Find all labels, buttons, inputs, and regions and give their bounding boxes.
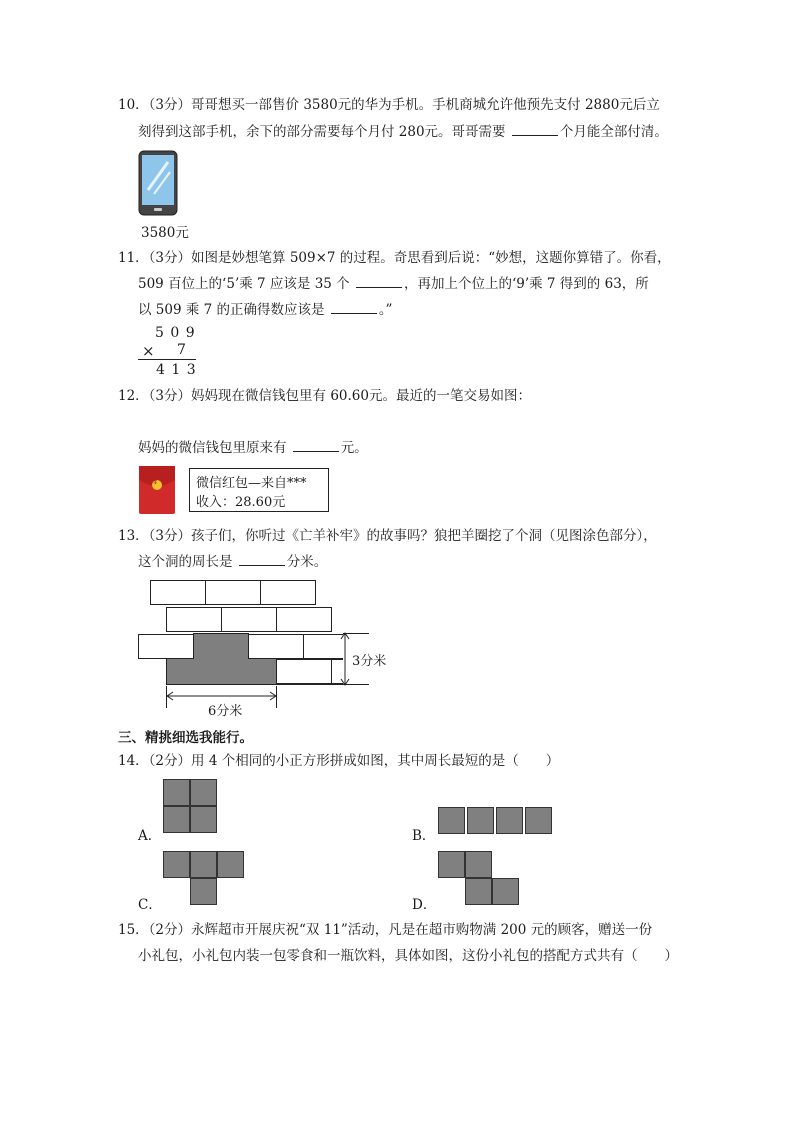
phone-price-caption: 3580元 [141, 225, 189, 241]
question-11-line-2 [138, 274, 649, 294]
phone-icon [138, 150, 178, 216]
question-number: 14．（2分） [118, 753, 192, 769]
question-12-line-1 [118, 386, 531, 406]
question-number: 10．（3分） [118, 97, 192, 113]
brick [276, 659, 332, 684]
brick [205, 580, 261, 605]
square-cell [190, 779, 217, 806]
brick [221, 607, 277, 632]
answer-blank[interactable] [512, 123, 558, 136]
option-a-label[interactable]: A． [138, 828, 162, 844]
question-text: 哥哥想买一部售价 3580元的华为手机。手机商城允许他预先支付 2880元后立 [191, 97, 660, 113]
square-cell [217, 851, 244, 878]
question-11-line-3 [138, 300, 392, 320]
calc-multiplicand: 5 0 9 [155, 325, 196, 341]
phone-image [138, 150, 178, 216]
question-14-line-1 [118, 751, 559, 771]
question-text: 妈妈的微信钱包里原来有 [138, 440, 291, 456]
brick [260, 580, 316, 605]
answer-blank[interactable] [293, 439, 339, 452]
transaction-card [189, 468, 329, 512]
square-cell [525, 807, 552, 834]
square-cell [163, 806, 190, 833]
question-text: 如图是妙想笔算 509×7 的过程。奇思看到后说：“妙想，这题你算错了。你看， [191, 250, 671, 266]
question-number: 15．（2分） [118, 922, 192, 938]
calc-divider-line [138, 359, 196, 360]
square-cell [492, 878, 519, 905]
square-cell [496, 807, 523, 834]
question-text: 用 4 个相同的小正方形拼成如图，其中周长最短的是（ ） [191, 753, 560, 769]
brick [248, 634, 304, 659]
calc-result: 4 1 3 [156, 362, 197, 378]
square-cell [163, 851, 190, 878]
square-cell [438, 851, 465, 878]
question-number: 13．（3分） [118, 528, 192, 544]
square-cell [465, 851, 492, 878]
answer-blank[interactable] [331, 301, 377, 314]
wall-line [276, 684, 369, 685]
question-text: 509 百位上的‘5’乘 7 应该是 35 个 [138, 276, 354, 292]
question-text: 这个洞的周长是 [138, 554, 237, 570]
brick [303, 634, 343, 659]
hole-lower [166, 659, 277, 685]
question-11-line-1 [118, 248, 671, 268]
transaction-title: 微信红包—来自*** [196, 476, 307, 491]
coin-symbol: ¥ [153, 478, 158, 486]
width-label: 6分米 [208, 704, 243, 719]
question-text: 个月能全部付清。 [559, 124, 668, 140]
brick [138, 634, 194, 659]
question-number: 12．（3分） [118, 388, 192, 404]
question-13-line-1 [118, 526, 657, 546]
question-number: 11．（3分） [118, 250, 192, 266]
answer-blank[interactable] [356, 275, 402, 288]
question-text: 永辉超市开展庆祝“双 11”活动，凡是在超市购物满 200 元的顾客，赠送一份 [191, 922, 653, 938]
square-cell [190, 878, 217, 905]
question-text: 孩子们，你听过《亡羊补牢》的故事吗？狼把羊圈挖了个洞（见图涂色部分）， [191, 528, 657, 544]
red-packet-icon [139, 466, 175, 514]
section-title: 三、精挑细选我能行。 [118, 730, 253, 746]
calc-multiply-sign: × [142, 342, 155, 360]
question-text: 妈妈现在微信钱包里有 60.60元。最近的一笔交易如图： [191, 388, 531, 404]
question-text: 。” [378, 302, 393, 318]
square-cell [465, 878, 492, 905]
height-arrow-icon [338, 632, 352, 686]
square-cell [438, 807, 465, 834]
transaction-amount: 收入：28.60元 [196, 495, 286, 510]
brick [150, 580, 206, 605]
question-text: 小礼包，小礼包内装一包零食和一瓶饮料，具体如图，这份小礼包的搭配方式共有（ ） [138, 948, 678, 964]
square-cell [467, 807, 494, 834]
answer-blank[interactable] [239, 553, 285, 566]
question-12-line-2 [138, 438, 368, 458]
red-packet-flap [139, 466, 175, 514]
question-text: 分米。 [286, 554, 328, 570]
question-13-line-2 [138, 552, 327, 572]
calc-multiplier: 7 [177, 342, 186, 358]
square-cell [163, 779, 190, 806]
question-15-line-2 [138, 946, 678, 966]
square-cell [190, 806, 217, 833]
brick [276, 607, 332, 632]
question-10-line-1 [118, 95, 660, 115]
question-text: 元。 [340, 440, 368, 456]
height-label: 3分米 [352, 654, 387, 669]
option-b-label[interactable]: B． [412, 828, 436, 844]
question-text: 以 509 乘 7 的正确得数应该是 [138, 302, 329, 318]
question-15-line-1 [118, 920, 652, 940]
question-text: 刻得到这部手机，余下的部分需要每个月付 280元。哥哥需要 [138, 124, 510, 140]
brick [166, 607, 222, 632]
square-cell [190, 851, 217, 878]
question-10-line-2 [138, 122, 668, 142]
question-text: ，再加上个位上的‘9’乘 7 得到的 63，所 [403, 276, 649, 292]
option-d-label[interactable]: D． [412, 897, 437, 913]
option-c-label[interactable]: C． [138, 897, 162, 913]
hole-upper [193, 633, 249, 660]
